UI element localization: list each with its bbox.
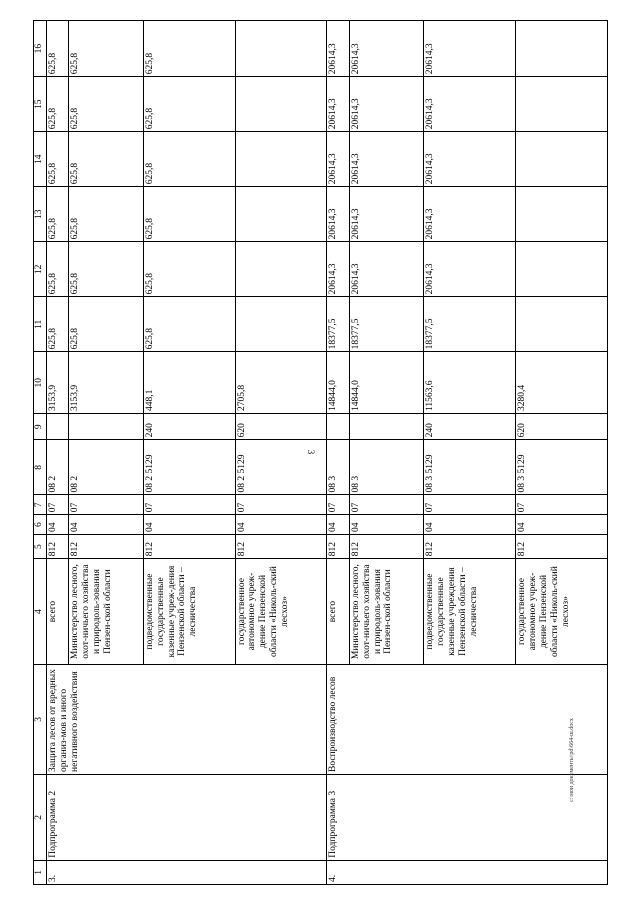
cell-c10: 11563,6 [424, 352, 516, 414]
cell-c6: 04 [516, 515, 608, 535]
column-header: 16 [34, 21, 47, 77]
column-header: 2 [34, 774, 47, 860]
column-header: 8 [34, 440, 47, 495]
column-header: 4 [34, 559, 47, 665]
table-row [327, 21, 349, 885]
cell-c16: 20614,3 [349, 21, 423, 77]
column-header: 11 [34, 297, 47, 352]
cell-c6: 04 [235, 515, 327, 535]
cell-c9: 240 [143, 414, 235, 440]
cell-c14 [235, 132, 327, 187]
column-header: 15 [34, 77, 47, 132]
budget-table [33, 20, 608, 885]
cell-c13: 20614,3 [424, 187, 516, 242]
cell-c6: 04 [349, 515, 423, 535]
cell-c10: 14844,0 [349, 352, 423, 414]
cell-c13 [235, 187, 327, 242]
activity-name: Защита лесов от вредных организ-мов и иного негативного воздействия [47, 664, 327, 774]
executor: государственное автономное учреж-дение Пензенской области «Николь-ский лесхоз» [516, 559, 608, 665]
cell-c9 [349, 414, 423, 440]
cell-c8: 08 3 [349, 440, 423, 495]
cell-c15: 20614,3 [424, 77, 516, 132]
cell-c11: 625,8 [143, 297, 235, 352]
executor: подведомственные государственные казенные учреж-дения Пензенской области – лесничества [143, 559, 235, 665]
column-header: 10 [34, 352, 47, 414]
cell-c14: 20614,3 [327, 132, 349, 187]
cell-c7: 07 [516, 495, 608, 515]
cell-c15: 625,8 [47, 77, 69, 132]
cell-c16: 625,8 [47, 21, 69, 77]
executor: подведомственные государственные казенные учреждения Пензенской области – лесничества [424, 559, 516, 665]
cell-c11: 18377,5 [327, 297, 349, 352]
program-name: Подпрограмма 2 [47, 774, 327, 860]
cell-c8: 08 2 5129 [235, 440, 327, 495]
cell-c6: 04 [143, 515, 235, 535]
cell-c13: 20614,3 [327, 187, 349, 242]
cell-c14: 20614,3 [349, 132, 423, 187]
cell-c7: 07 [235, 495, 327, 515]
cell-c14: 625,8 [47, 132, 69, 187]
cell-c10: 448,1 [143, 352, 235, 414]
cell-c12: 20614,3 [424, 242, 516, 297]
cell-c12: 625,8 [69, 242, 143, 297]
cell-c8: 08 2 5129 [143, 440, 235, 495]
cell-c10: 2705,8 [235, 352, 327, 414]
cell-c11: 625,8 [47, 297, 69, 352]
cell-c6: 04 [327, 515, 349, 535]
cell-c14: 625,8 [143, 132, 235, 187]
cell-c12: 20614,3 [327, 242, 349, 297]
cell-c13: 625,8 [143, 187, 235, 242]
cell-c5: 812 [327, 535, 349, 559]
cell-c15: 20614,3 [327, 77, 349, 132]
cell-c12: 625,8 [47, 242, 69, 297]
cell-c5: 812 [143, 535, 235, 559]
cell-c10: 3280,4 [516, 352, 608, 414]
cell-c8: 08 2 [69, 440, 143, 495]
cell-c11: 625,8 [69, 297, 143, 352]
cell-c14: 625,8 [69, 132, 143, 187]
row-number: 3. [47, 860, 327, 884]
column-header: 3 [34, 664, 47, 774]
column-header: 13 [34, 187, 47, 242]
column-header: 6 [34, 515, 47, 535]
cell-c7: 07 [69, 495, 143, 515]
cell-c7: 07 [349, 495, 423, 515]
executor: всего [327, 559, 349, 665]
cell-c16: 625,8 [69, 21, 143, 77]
cell-c10: 3153,9 [47, 352, 69, 414]
cell-c9: 620 [235, 414, 327, 440]
cell-c13: 625,8 [47, 187, 69, 242]
cell-c14: 20614,3 [424, 132, 516, 187]
cell-c16: 20614,3 [424, 21, 516, 77]
program-name: Подпрограмма 3 [327, 774, 608, 860]
cell-c12: 20614,3 [349, 242, 423, 297]
cell-c9: 620 [516, 414, 608, 440]
cell-c6: 04 [424, 515, 516, 535]
cell-c12 [516, 242, 608, 297]
cell-c10: 14844,0 [327, 352, 349, 414]
row-number: 4. [327, 860, 608, 884]
cell-c11: 18377,5 [424, 297, 516, 352]
column-header: 14 [34, 132, 47, 187]
cell-c5: 812 [349, 535, 423, 559]
cell-c16: 625,8 [143, 21, 235, 77]
cell-c9 [47, 414, 69, 440]
cell-c11 [516, 297, 608, 352]
cell-c7: 07 [327, 495, 349, 515]
cell-c12: 625,8 [143, 242, 235, 297]
cell-c5: 812 [235, 535, 327, 559]
cell-c8: 08 2 [47, 440, 69, 495]
cell-c7: 07 [424, 495, 516, 515]
cell-c14 [516, 132, 608, 187]
column-header: 1 [34, 860, 47, 884]
cell-c12 [235, 242, 327, 297]
cell-c13: 625,8 [69, 187, 143, 242]
cell-c10: 3153,9 [69, 352, 143, 414]
cell-c9 [69, 414, 143, 440]
footer-path: c:\мои документы\pd\664-ш.docx [569, 718, 575, 802]
cell-c5: 812 [47, 535, 69, 559]
executor: Министерство лесного, охот-ничьего хозяйства и природоль-зования Пензен-ской области [349, 559, 423, 665]
cell-c5: 812 [516, 535, 608, 559]
executor: Министерство лесного, охот-ничьего хозяйства и природоль-зования Пензен-ской области [69, 559, 143, 665]
cell-c8: 08 3 5129 [424, 440, 516, 495]
executor: государственное автономное учреж-дение Пензенской области «Николь-ский лесхоз» [235, 559, 327, 665]
cell-c15: 625,8 [69, 77, 143, 132]
rotated-page [33, 20, 608, 885]
executor: всего [47, 559, 69, 665]
cell-c6: 04 [69, 515, 143, 535]
column-header: 5 [34, 535, 47, 559]
cell-c16 [235, 21, 327, 77]
column-header: 9 [34, 414, 47, 440]
column-header: 12 [34, 242, 47, 297]
page-number: 3 [306, 449, 316, 455]
cell-c8: 08 3 5129 [516, 440, 608, 495]
cell-c11: 18377,5 [349, 297, 423, 352]
cell-c16: 20614,3 [327, 21, 349, 77]
cell-c13: 20614,3 [349, 187, 423, 242]
cell-c8: 08 3 [327, 440, 349, 495]
activity-name: Воспроизводство лесов [327, 664, 608, 774]
cell-c9 [327, 414, 349, 440]
cell-c15 [516, 77, 608, 132]
cell-c5: 812 [424, 535, 516, 559]
table-row [47, 21, 69, 885]
cell-c6: 04 [47, 515, 69, 535]
cell-c13 [516, 187, 608, 242]
cell-c15 [235, 77, 327, 132]
cell-c7: 07 [47, 495, 69, 515]
cell-c15: 625,8 [143, 77, 235, 132]
cell-c15: 20614,3 [349, 77, 423, 132]
cell-c9: 240 [424, 414, 516, 440]
cell-c16 [516, 21, 608, 77]
header-row [34, 21, 47, 885]
cell-c11 [235, 297, 327, 352]
cell-c7: 07 [143, 495, 235, 515]
column-header: 7 [34, 495, 47, 515]
cell-c5: 812 [69, 535, 143, 559]
